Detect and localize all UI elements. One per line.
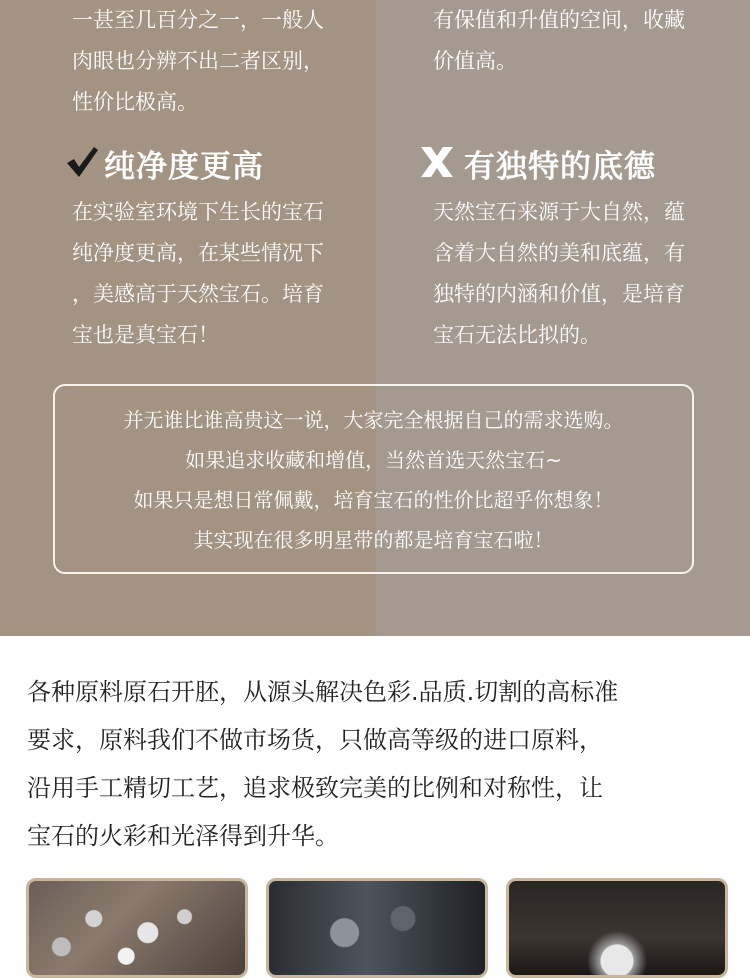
description-line: 要求，原料我们不做市场货，只做高等级的进口原料， [27, 726, 603, 754]
x-cross-icon [420, 146, 454, 178]
left-body-line: 在实验室环境下生长的宝石 [72, 200, 324, 224]
left-heading: 纯净度更高 [104, 149, 264, 185]
right-intro-line: 价值高。 [433, 49, 517, 73]
notice-line: 如果追求收藏和增值，当然首选天然宝石~ [185, 448, 562, 472]
description-line: 各种原料原石开胚，从源头解决色彩.品质.切割的高标准 [27, 678, 619, 706]
notice-line: 其实现在很多明星带的都是培育宝石啦！ [193, 528, 554, 552]
rough-stones-photo [26, 878, 248, 978]
left-body-line: ，美感高于天然宝石。培育 [72, 282, 324, 306]
right-intro-line: 有保值和升值的空间，收藏 [433, 8, 685, 32]
cutting-machine-photo [266, 878, 488, 978]
right-intro-text [433, 0, 685, 82]
description-line: 沿用手工精切工艺，追求极致完美的比例和对称性，让 [27, 774, 603, 802]
right-body-line: 天然宝石来源于大自然，蕴 [433, 200, 685, 224]
craft-description [27, 668, 727, 860]
left-intro-text [72, 0, 324, 123]
notice-line: 如果只是想日常佩戴，培育宝石的性价比超乎你想象！ [133, 488, 614, 512]
right-body-line: 宝石无法比拟的。 [433, 323, 601, 347]
right-body-line: 含着大自然的美和底蕴，有 [433, 241, 685, 265]
checkmark-icon [64, 144, 100, 180]
left-intro-line: 一甚至几百分之一，一般人 [72, 8, 324, 32]
right-body-text [433, 192, 685, 356]
left-body-line: 纯净度更高，在某些情况下 [72, 241, 324, 265]
right-heading: 有独特的底德 [464, 149, 656, 185]
left-intro-line: 肉眼也分辨不出二者区别， [72, 49, 324, 73]
notice-line: 并无谁比谁高贵这一说，大家完全根据自己的需求选购。 [123, 408, 624, 432]
left-body-text [72, 192, 324, 356]
left-body-line: 宝也是真宝石！ [72, 323, 219, 347]
description-line: 宝石的火彩和光泽得到升华。 [27, 822, 339, 850]
left-intro-line: 性价比极高。 [72, 90, 198, 114]
polished-gem-photo [506, 878, 728, 978]
notice-box [53, 384, 694, 574]
right-body-line: 独特的内涵和价值，是培育 [433, 282, 685, 306]
